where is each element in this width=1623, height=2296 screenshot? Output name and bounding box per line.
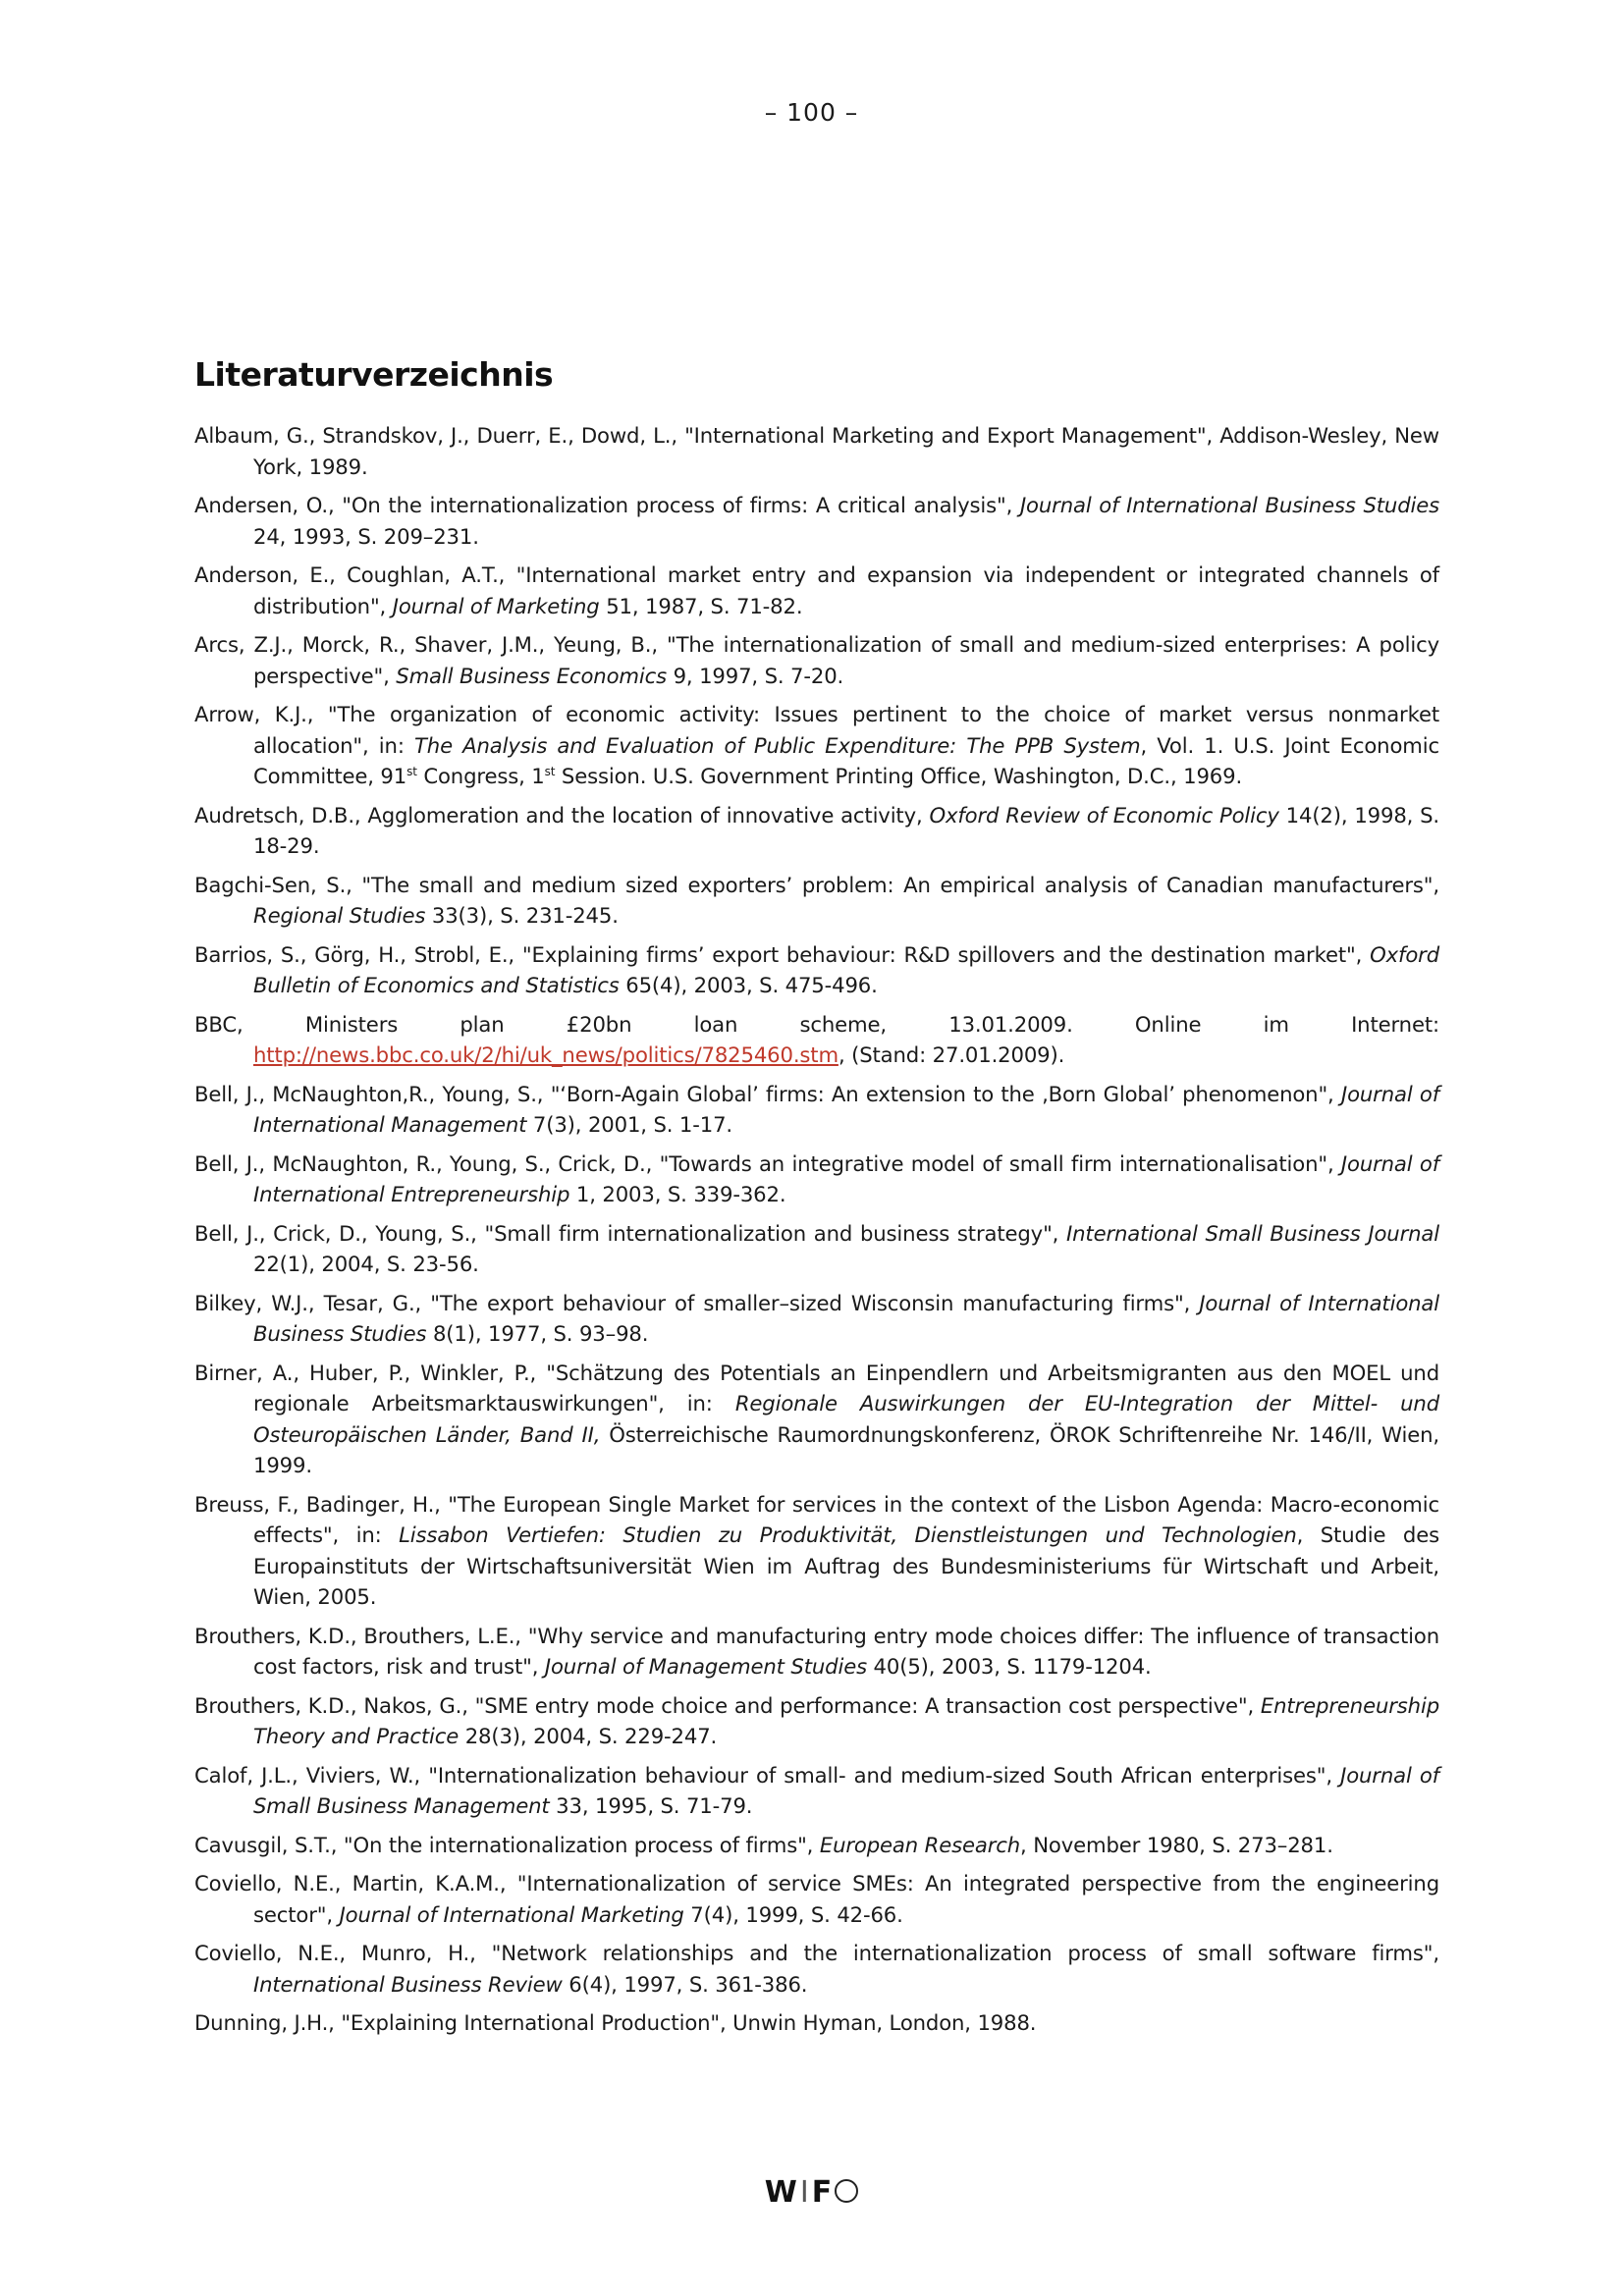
reference-entry: Anderson, E., Coughlan, A.T., "International market entry and expansion via independent or integrated channels of distribution", Journal of Marketing 51, 1987, S. 71-82.	[194, 562, 1439, 618]
reference-entry: Cavusgil, S.T., "On the internationalization process of firms", European Research, November 1980, S. 273–281.	[194, 1832, 1333, 1857]
reference-entry: Audretsch, D.B., Agglomeration and the location of innovative activity, Oxford Review of Economic Policy 14(2), 1998, S. 18-29.	[194, 802, 1440, 858]
reference-list	[194, 420, 1439, 2047]
page-number: – 100 –	[764, 98, 859, 127]
reference-entry: Calof, J.L., Viviers, W., "Internationalization behaviour of small- and medium-sized South African enterprises", Journal of Small Business Management 33, 1995, S. 71-79.	[194, 1762, 1439, 1818]
reference-entry: Breuss, F., Badinger, H., "The European Single Market for services in the context of the Lisbon Agenda: Macro-economic effects", in: Lissabon Vertiefen: Studien zu Produktivität, Dienstleistungen und Technologien, Studie des Europainstituts der Wirtschaftsuniversität Wien im Auftrag des Bundesministeriums für Wirtschaft und Arbeit, Wien, 2005.	[194, 1491, 1440, 1609]
reference-entry: Bell, J., McNaughton,R., Young, S., "‘Born-Again Global’ firms: An extension to the ‚Born Global’ phenomenon", Journal of International Management 7(3), 2001, S. 1-17.	[194, 1081, 1440, 1137]
reference-entry: Andersen, O., "On the internationalization process of firms: A critical analysis", Journal of International Business Studies 24, 1993, S. 209–231.	[194, 493, 1439, 549]
page-title: Literaturverzeichnis	[194, 355, 554, 394]
reference-entry: Brouthers, K.D., Nakos, G., "SME entry mode choice and performance: A transaction cost perspective", Entrepreneurship Theory and Practice 28(3), 2004, S. 229-247.	[194, 1692, 1439, 1748]
wifo-logo: WIF	[0, 2175, 1623, 2210]
logo-o-circle-icon	[835, 2179, 858, 2203]
reference-entry: Bagchi-Sen, S., "The small and medium sized exporters’ problem: An empirical analysis of Canadian manufacturers", Regional Studies 33(3), S. 231-245.	[194, 872, 1439, 928]
reference-entry: Bilkey, W.J., Tesar, G., "The export behaviour of smaller–sized Wisconsin manufacturing firms", Journal of International Business Studies 8(1), 1977, S. 93–98.	[194, 1290, 1439, 1346]
reference-entry: BBC, Ministers plan £20bn loan scheme, 13.01.2009. Online im Internet: http://news.bbc.co.uk/2/hi/uk_news/politics/7825460.stm, (Stand: 27.01.2009).	[194, 1011, 1439, 1067]
reference-entry: Brouthers, K.D., Brouthers, L.E., "Why service and manufacturing entry mode choices differ: The influence of transaction cost factors, risk and trust", Journal of Management Studies 40(5), 2003, S. 1179-1204.	[194, 1623, 1439, 1679]
bbc-link[interactable]: http://news.bbc.co.uk/2/hi/uk_news/politics/7825460.stm	[253, 1042, 839, 1067]
reference-entry: Bell, J., McNaughton, R., Young, S., Crick, D., "Towards an integrative model of small firm internationalisation", Journal of International Entrepreneurship 1, 2003, S. 339-362.	[194, 1150, 1440, 1206]
reference-entry: Birner, A., Huber, P., Winkler, P., "Schätzung des Potentials an Einpendlern und Arbeitsmigranten aus den MOEL und regionale Arbeitsmarktauswirkungen", in: Regionale Auswirkungen der EU-Integration der Mittel- und Osteuropäischen Länder, Band II, Österreichische Raumordnungskonferenz, ÖROK Schriftenreihe Nr. 146/II, Wien, 1999.	[194, 1360, 1439, 1477]
reference-entry: Arrow, K.J., "The organization of economic activity: Issues pertinent to the choice of market versus nonmarket allocation", in: The Analysis and Evaluation of Public Expenditure: The PPB System, Vol. 1. U.S. Joint Economic Committee, 91st Congress, 1st Session. U.S. Government Printing Office, Washington, D.C., 1969.	[194, 702, 1439, 788]
reference-entry: Bell, J., Crick, D., Young, S., "Small firm internationalization and business strategy", International Small Business Journal 22(1), 2004, S. 23-56.	[194, 1220, 1439, 1276]
reference-entry: Coviello, N.E., Martin, K.A.M., "Internationalization of service SMEs: An integrated perspective from the engineering sector", Journal of International Marketing 7(4), 1999, S. 42-66.	[194, 1871, 1439, 1927]
reference-entry: Barrios, S., Görg, H., Strobl, E., "Explaining firms’ export behaviour: R&D spillovers and the destination market", Oxford Bulletin of Economics and Statistics 65(4), 2003, S. 475-496.	[194, 941, 1439, 997]
reference-entry: Albaum, G., Strandskov, J., Duerr, E., Dowd, L., "International Marketing and Export Management", Addison-Wesley, New York, 1989.	[194, 423, 1439, 479]
reference-entry: Arcs, Z.J., Morck, R., Shaver, J.M., Yeung, B., "The internationalization of small and medium-sized enterprises: A policy perspective", Small Business Economics 9, 1997, S. 7-20.	[194, 632, 1439, 688]
reference-entry: Dunning, J.H., "Explaining International Production", Unwin Hyman, London, 1988.	[194, 2010, 1037, 2035]
reference-entry: Coviello, N.E., Munro, H., "Network relationships and the internationalization process of small software firms", International Business Review 6(4), 1997, S. 361-386.	[194, 1941, 1439, 1997]
